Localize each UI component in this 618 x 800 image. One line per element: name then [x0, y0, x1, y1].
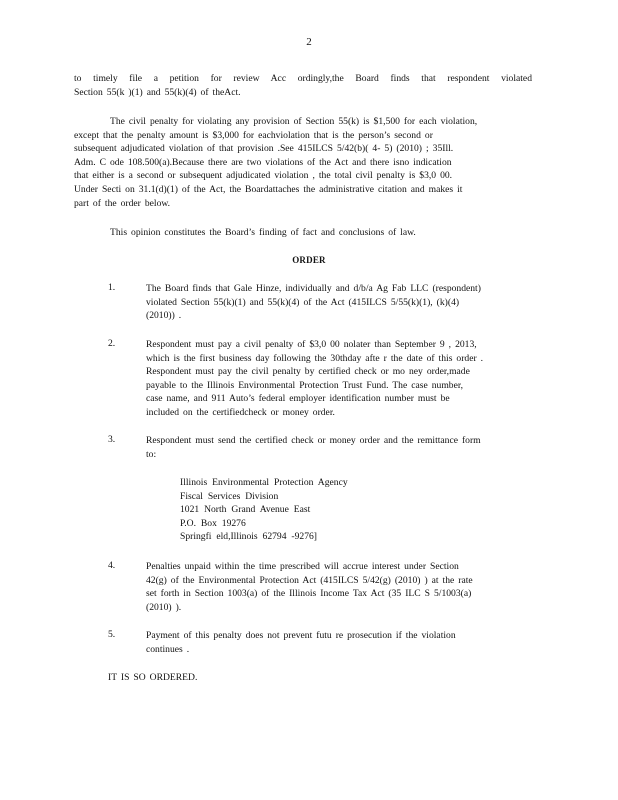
item-line: Penalties unpaid within the time prescribed will accrue interest under Section	[146, 561, 459, 572]
item-line: payable to the Illinois Environmental Protection Trust Fund. The case number,	[146, 379, 464, 391]
paragraph-line: subsequent adjudicated violation of that provision .See 415ILCS 5/42(b)( 4- 5) (2010) ; 35Ill.	[74, 143, 454, 155]
address-line: 1021 North Grand Avenue East	[180, 504, 311, 516]
order-item-1	[146, 282, 534, 323]
paragraph-line: Section 55(k )(1) and 55(k)(4) of theAct.	[74, 86, 241, 98]
item-line: Respondent must pay a civil penalty of $3,0 00 nolater than September 9 , 2013,	[146, 339, 477, 350]
opinion-statement	[110, 226, 416, 240]
penalty-paragraph	[74, 115, 534, 210]
intro-paragraph	[74, 72, 532, 99]
order-item-3	[146, 434, 534, 461]
item-line: 42(g) of the Environmental Protection Act (415ILCS 5/42(g) (2010) ) at the rate	[146, 574, 473, 586]
order-item-5	[146, 629, 534, 656]
item-line: Respondent must pay the civil penalty by certified check or mo ney order,made	[146, 366, 470, 378]
paragraph-line: Adm. C ode 108.500(a).Because there are two violations of the Act and there isno indication	[74, 156, 452, 168]
paragraph-line: Under Secti on 31.1(d)(1) of the Act, the Boardattaches the administrative citation and makes it	[74, 183, 463, 195]
item-line: to:	[146, 448, 157, 460]
item-line: The Board finds that Gale Hinze, individually and d/b/a Ag Fab LLC (respondent)	[146, 283, 481, 294]
item-number: 2.	[108, 338, 116, 349]
item-line: which is the first business day following the 30thday afte r the date of this order .	[146, 352, 484, 364]
paragraph-line: The civil penalty for violating any provision of Section 55(k) is $1,500 for each violation,	[110, 116, 478, 127]
closing-statement	[108, 671, 197, 685]
address-line: Springfi eld,Illinois 62794 -9276]	[180, 531, 318, 543]
item-line: case name, and 911 Auto’s federal employer identification number must be	[146, 393, 450, 405]
order-item-2	[146, 338, 534, 420]
item-line: (2010) ).	[146, 601, 182, 613]
paragraph-line: to timely file a petition for review Acc ordingly,the Board finds that respondent violated	[74, 73, 532, 84]
item-number: 3.	[108, 434, 116, 445]
paragraph-line: part of the order below.	[74, 197, 171, 209]
address-line: Fiscal Services Division	[180, 490, 279, 502]
remittance-address	[180, 476, 348, 544]
order-heading: ORDER	[292, 255, 326, 265]
address-line: P.O. Box 19276	[180, 517, 246, 529]
address-line: Illinois Environmental Protection Agency	[180, 477, 348, 488]
item-line: Respondent must send the certified check or money order and the remittance form	[146, 435, 481, 446]
item-line: (2010)) .	[146, 310, 182, 322]
item-line: set forth in Section 1003(a) of the Illinois Income Tax Act (35 ILC S 5/1003(a)	[146, 588, 472, 600]
opinion-line: This opinion constitutes the Board’s finding of fact and conclusions of law.	[110, 227, 416, 238]
item-line: Payment of this penalty does not prevent futu re prosecution if the violation	[146, 630, 456, 641]
item-number: 4.	[108, 560, 116, 571]
item-number: 1.	[108, 282, 116, 293]
item-line: continues .	[146, 643, 190, 655]
item-number: 5.	[108, 629, 116, 640]
item-line: included on the certifiedcheck or money order.	[146, 406, 335, 418]
item-line: violated Section 55(k)(1) and 55(k)(4) of the Act (415ILCS 5/55(k)(1), (k)(4)	[146, 296, 460, 308]
paragraph-line: except that the penalty amount is $3,000 for eachviolation that is the person’s second or	[74, 129, 433, 141]
closing-line: IT IS SO ORDERED.	[108, 672, 198, 683]
order-item-4	[146, 560, 534, 614]
paragraph-line: that either is a second or subsequent adjudicated violation , the total civil penalty is $3,0 00.	[74, 170, 453, 182]
page-number: 2	[306, 36, 312, 48]
